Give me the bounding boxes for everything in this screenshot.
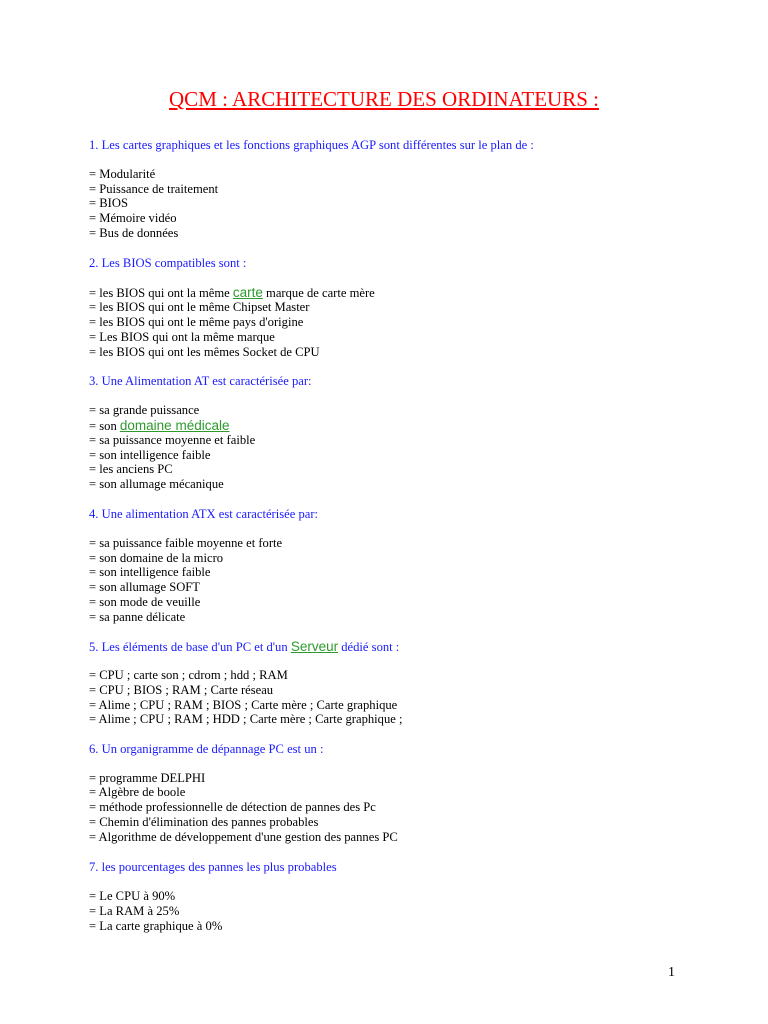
q6-answer-1: = programme DELPHI	[89, 771, 206, 785]
serveur-link[interactable]: Serveur	[290, 639, 339, 654]
question-7: 7. les pourcentages des pannes les plus probables	[89, 860, 337, 874]
q5-answer-3: = Alime ; CPU ; RAM ; BIOS ; Carte mère ; Carte graphique	[89, 698, 398, 712]
q4-answer-2: = son domaine de la micro	[89, 551, 224, 565]
q5-answer-2: = CPU ; BIOS ; RAM ; Carte réseau	[89, 683, 274, 697]
question-6: 6. Un organigramme de dépannage PC est un :	[89, 742, 324, 756]
question-1: 1. Les cartes graphiques et les fonctions graphiques AGP sont différentes sur le plan de :	[89, 138, 534, 152]
q1-answer-1: = Modularité	[89, 167, 156, 181]
q2-answer-1-post: marque de carte mère	[262, 286, 375, 300]
q4-answer-5: = son mode de veuille	[89, 595, 201, 609]
q3-answer-1: = sa grande puissance	[89, 403, 200, 417]
q7-answer-2: = La RAM à 25%	[89, 904, 180, 918]
question-3: 3. Une Alimentation AT est caractérisée par:	[89, 374, 312, 388]
q3-answer-3: = sa puissance moyenne et faible	[89, 433, 256, 447]
carte-link[interactable]: carte	[232, 285, 263, 300]
q2-answer-1-pre: = les BIOS qui ont la même	[89, 286, 233, 300]
q5-answer-4: = Alime ; CPU ; RAM ; HDD ; Carte mère ; Carte graphique ;	[89, 712, 403, 726]
question-5-pre: 5. Les éléments de base d'un PC et d'un	[89, 640, 291, 654]
q7-answer-3: = La carte graphique à 0%	[89, 919, 223, 933]
q6-answer-2: = Algèbre de boole	[89, 785, 186, 799]
q4-answer-3: = son intelligence faible	[89, 565, 211, 579]
q4-answer-4: = son allumage SOFT	[89, 580, 200, 594]
q2-answer-1	[89, 285, 375, 301]
q2-answer-3: = les BIOS qui ont le même pays d'origine	[89, 315, 304, 329]
page-number: 1	[668, 965, 675, 980]
q6-answer-5: = Algorithme de développement d'une gestion des pannes PC	[89, 830, 398, 844]
q1-answer-2: = Puissance de traitement	[89, 182, 219, 196]
q4-answer-1: = sa puissance faible moyenne et forte	[89, 536, 283, 550]
q2-answer-2: = les BIOS qui ont le même Chipset Master	[89, 300, 310, 314]
q7-answer-1: = Le CPU à 90%	[89, 889, 176, 903]
domaine-medicale-link[interactable]: domaine médicale	[119, 418, 230, 433]
q3-answer-2-pre: = son	[89, 419, 120, 433]
q5-answer-1: = CPU ; carte son ; cdrom ; hdd ; RAM	[89, 668, 288, 682]
q1-answer-5: = Bus de données	[89, 226, 179, 240]
q1-answer-4: = Mémoire vidéo	[89, 211, 177, 225]
question-5-post: dédié sont :	[338, 640, 400, 654]
q1-answer-3: = BIOS	[89, 196, 128, 210]
q3-answer-4: = son intelligence faible	[89, 448, 211, 462]
q4-answer-6: = sa panne délicate	[89, 610, 186, 624]
q3-answer-2	[89, 418, 229, 434]
question-4: 4. Une alimentation ATX est caractérisée par:	[89, 507, 319, 521]
q6-answer-4: = Chemin d'élimination des pannes probables	[89, 815, 319, 829]
q3-answer-5: = les anciens PC	[89, 462, 173, 476]
document-title: QCM : ARCHITECTURE DES ORDINATEURS :	[169, 87, 599, 111]
q2-answer-4: = Les BIOS qui ont la même marque	[89, 330, 275, 344]
question-2: 2. Les BIOS compatibles sont :	[89, 256, 247, 270]
q2-answer-5: = les BIOS qui ont les mêmes Socket de CPU	[89, 345, 320, 359]
q3-answer-6: = son allumage mécanique	[89, 477, 224, 491]
question-5	[89, 639, 399, 655]
q6-answer-3: = méthode professionnelle de détection de pannes des Pc	[89, 800, 376, 814]
